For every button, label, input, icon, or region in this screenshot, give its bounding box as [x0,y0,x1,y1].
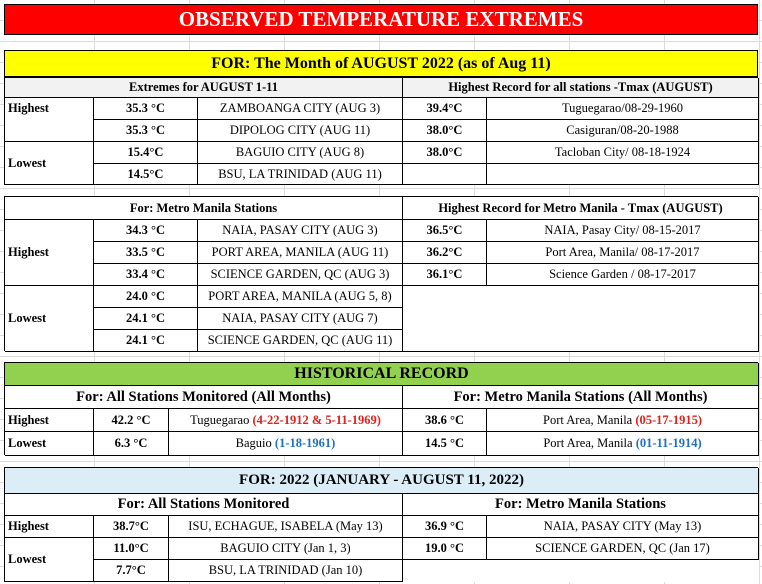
record-station: Tuguegarao/08-29-1960 [487,98,759,120]
all-value: 38.7°C [94,516,169,538]
mm-high-value: 38.6 °C [403,409,487,432]
empty-cell [403,560,759,582]
highest-label: Highest [5,98,94,142]
historical-record-table [4,362,758,455]
year-all-header: For: All Stations Monitored [5,494,403,516]
extreme-station: BAGUIO CITY (AUG 8) [198,142,403,164]
extreme-station: NAIA, PASAY CITY (AUG 7) [198,308,403,330]
record-value: 36.2°C [403,242,487,264]
lowest-label: Lowest [5,538,94,582]
mm-high-station [487,409,759,432]
lowest-label: Lowest [5,142,94,185]
historical-banner: HISTORICAL RECORD [5,363,759,386]
extreme-value: 33.5 °C [94,242,198,264]
title-banner [4,4,758,35]
extreme-station: SCIENCE GARDEN, QC (AUG 11) [198,330,403,352]
record-station: NAIA, Pasay City/ 08-15-2017 [487,220,759,242]
extreme-value: 24.1 °C [94,330,198,352]
extreme-station: PORT AREA, MANILA (AUG 5, 8) [198,286,403,308]
record-value: 36.1°C [403,264,487,286]
extreme-station: PORT AREA, MANILA (AUG 11) [198,242,403,264]
record-date: (4-22-1912 & 5-11-1969) [252,412,381,427]
august-extremes-table [4,77,758,185]
record-station: Science Garden / 08-17-2017 [487,264,759,286]
year-2022-table [4,467,758,582]
all-high-station [169,409,403,432]
extreme-station: NAIA, PASAY CITY (AUG 3) [198,220,403,242]
metro-manila-august-table [4,196,758,351]
year-mm-header: For: Metro Manila Stations [403,494,759,516]
mm-value: 36.9 °C [403,516,487,538]
station-name: Tuguegarao [190,412,253,427]
record-date: (05-17-1915) [635,412,702,427]
all-high-value: 42.2 °C [94,409,169,432]
record-date: (01-11-1914) [635,436,702,450]
historical-mm-header: For: Metro Manila Stations (All Months) [403,386,759,409]
extreme-value: 14.5°C [94,164,198,185]
month-banner-text: FOR: The Month of AUGUST 2022 (as of Aug 11) [211,54,551,72]
highest-label: Highest [5,516,94,538]
extreme-value: 24.1 °C [94,308,198,330]
mm-low-value: 14.5 °C [403,432,487,456]
station-name: Port Area, Manila [543,412,636,427]
empty-cell [403,286,759,352]
empty-cell [403,164,487,185]
all-value: 7.7°C [94,560,169,582]
extreme-station: SCIENCE GARDEN, QC (AUG 3) [198,264,403,286]
mm-station: NAIA, PASAY CITY (May 13) [487,516,759,538]
lowest-label: Lowest [5,286,94,352]
lowest-label: Lowest [5,432,94,456]
record-value: 38.0°C [403,120,487,142]
record-station: Port Area, Manila/ 08-17-2017 [487,242,759,264]
mm-extremes-header: For: Metro Manila Stations [5,197,403,220]
mm-value: 19.0 °C [403,538,487,560]
extreme-station: DIPOLOG CITY (AUG 11) [198,120,403,142]
historical-all-header: For: All Stations Monitored (All Months) [5,386,403,409]
record-date: (1-18-1961) [274,436,336,450]
mm-station: SCIENCE GARDEN, QC (Jan 17) [487,538,759,560]
all-station: BAGUIO CITY (Jan 1, 3) [169,538,403,560]
year-banner: FOR: 2022 (JANUARY - AUGUST 11, 2022) [5,468,759,494]
extreme-station: ZAMBOANGA CITY (AUG 3) [198,98,403,120]
extreme-value: 35.3 °C [94,120,198,142]
record-value: 38.0°C [403,142,487,164]
all-low-value: 6.3 °C [94,432,169,456]
all-station: ISU, ECHAGUE, ISABELA (May 13) [169,516,403,538]
mm-low-station [487,432,759,456]
extreme-value: 15.4°C [94,142,198,164]
extreme-value: 35.3 °C [94,98,198,120]
mm-records-header: Highest Record for Metro Manila - Tmax (AUGUST) [403,197,759,220]
record-value: 39.4°C [403,98,487,120]
page-title: OBSERVED TEMPERATURE EXTREMES [178,7,584,31]
record-value: 36.5°C [403,220,487,242]
month-banner [4,50,758,77]
extreme-value: 24.0 °C [94,286,198,308]
highest-label: Highest [5,409,94,432]
all-low-station [169,432,403,456]
extreme-value: 33.4 °C [94,264,198,286]
record-station: Casiguran/08-20-1988 [487,120,759,142]
record-station: Tacloban City/ 08-18-1924 [487,142,759,164]
all-value: 11.0°C [94,538,169,560]
highest-label: Highest [5,220,94,286]
extreme-value: 34.3 °C [94,220,198,242]
empty-cell [487,164,759,185]
extremes-header: Extremes for AUGUST 1-11 [5,78,403,98]
records-header: Highest Record for all stations -Tmax (AUGUST) [403,78,759,98]
station-name: Baguio [235,436,275,450]
extreme-station: BSU, LA TRINIDAD (AUG 11) [198,164,403,185]
station-name: Port Area, Manila [543,436,636,450]
all-station: BSU, LA TRINIDAD (Jan 10) [169,560,403,582]
